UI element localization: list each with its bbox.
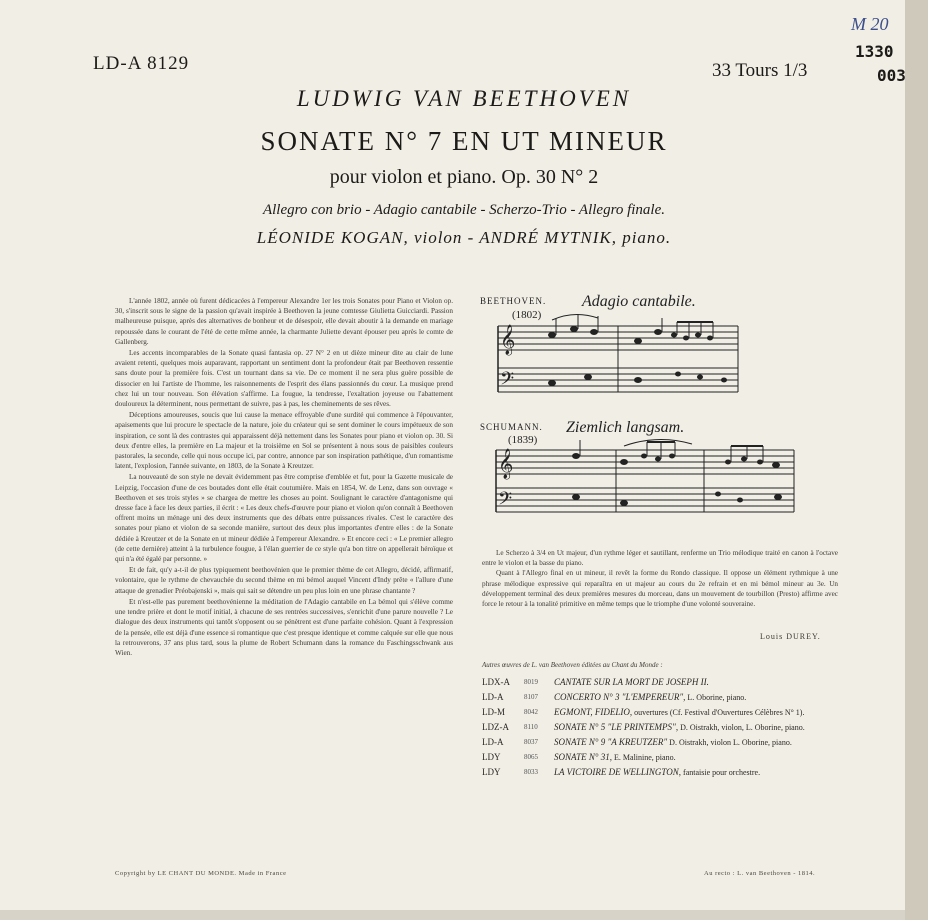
list-item: LD-A 8037 SONATE N° 9 "A KREUTZER" D. Oistrakh, violon L. Oborine, piano. bbox=[482, 737, 792, 747]
bass-clef-icon: 𝄢 bbox=[500, 368, 515, 393]
performers: LÉONIDE KOGAN, violon - ANDRÉ MYTNIK, piano. bbox=[256, 228, 672, 247]
liner-notes-left bbox=[115, 296, 453, 659]
music-year: (1802) bbox=[512, 309, 542, 321]
staff-upper bbox=[496, 450, 794, 474]
copyright-footer: Copyright by LE CHANT DU MONDE. Made in France bbox=[115, 870, 287, 877]
cover-credit-footer: Au recto : L. van Beethoven - 1814. bbox=[704, 870, 816, 877]
music-example-beethoven bbox=[478, 288, 850, 414]
staff-lower bbox=[496, 488, 794, 512]
paragraph: Et n'est-elle pas purement beethovénienne la méditation de l'Adagio cantabile en La bémol qui s'élève comme une tendre prière et dont le motif initial, à chacune de ses rentrées successives, s'enrichit d'une parure nouvelle ? Le dialogue des deux instruments qui tantôt s'opposent ou se pénètrent est d'une parfaite cohésion. Quant à l'expression de la pensée, elle est déjà d'une essence si romantique que c'est presque identique et comme calquée sur elle que nous la retrouverons, 37 ans plus tard, sous la plume de Robert Schumann dans la romance du Faschingsschwank aus Wien. bbox=[115, 597, 453, 657]
list-item: LD-M 8042 EGMONT, FIDELIO, ouvertures (Cf. Festival d'Ouvertures Célèbres N° 1). bbox=[482, 707, 805, 717]
paragraph: Les accents incomparables de la Sonate quasi fantasia op. 27 N° 2 en ut dièze mineur dite au clair de lune avaient retenti, quelques mois auparavant, rapportant un sentiment dont la profondeur était par Beethoven ressentie sans doute pour la première fois. C'est un tournant dans sa vie. De ce moment il ne sera plus guère possible de dissocier en lui l'artiste de l'homme, les raisonnements de l'esprit des élans passionnés du cœur. La musique prend chez lui un tour nouveau. Son élévation s'affirme. La fougue, la tendresse, l'exaltation joyeuse ou l'abattement douloureux la déterminent, nous permettant de suivre, pas à pas, les cheminements de ses rêves. bbox=[115, 349, 453, 409]
other-works-heading: Autres œuvres de L. van Beethoven éditées au Chant du Monde : bbox=[482, 661, 663, 669]
music-composer-label: SCHUMANN. bbox=[480, 422, 543, 432]
music-tempo-marking: Ziemlich langsam. bbox=[566, 419, 685, 436]
list-item: LDX-A 8019 CANTATE SUR LA MORT DE JOSEPH II. bbox=[482, 677, 709, 687]
liner-notes-right bbox=[482, 548, 838, 609]
work-title: SONATE N° 7 EN UT MINEUR bbox=[260, 126, 668, 156]
other-works-list bbox=[482, 677, 842, 782]
paragraph: La nouveauté de son style ne devait évidemment pas être comprise d'emblée et fut, pour la Gazette musicale de Leipzig, l'occasion d'une de ces boutades dont elle était coutumière. Mais en 1854, W. de Lenz, dans son ouvrage « Beethoven et ses trois styles » se chargea de mettre les choses au point. Soulignant le caractère d'antagonisme qui dresse face à face les deux parties, il écrit : « Les deux chefs-d'œuvre pour piano et violon qu'on connaît à Beethoven offrent moins un ménage uni des deux instruments que des débats entre puissances rivales. C'est le caractère des sonates pour piano et violon de sa seconde manière, surtout des deux plus importantes d'entre elles : de la Sonate dédiée à Kreutzer et de la Sonate en ut mineur dédiée à l'empereur Alexandre. » Et encore ceci : « Le premier allegro (de cette dernière) atteint à la turbulence fougue, à l'élan guerrier de ce style qu'a bon titre on appellerait héroïque et qui n'a été égalé par personne. » bbox=[115, 473, 453, 564]
bass-clef-icon: 𝄢 bbox=[498, 488, 513, 513]
list-item: LDY 8065 SONATE N° 31, E. Malinine, piano. bbox=[482, 752, 676, 762]
list-item: LD-A 8107 CONCERTO N° 3 "L'EMPEREUR", L. Oborine, piano. bbox=[482, 692, 747, 702]
music-notes bbox=[548, 326, 727, 386]
composer-name: LUDWIG VAN BEETHOVEN bbox=[296, 86, 632, 111]
music-tempo-marking: Adagio cantabile. bbox=[582, 293, 696, 310]
paragraph: L'année 1802, année où furent dédicacées à l'empereur Alexandre 1er les trois Sonates pour Piano et Violon op. 30, s'inscrit sous le signe de la passion qu'avait inspirée à Beethoven la jeune comtesse Giulietta Guicciardi. Passion malheureuse puisque, après des alternatives de bonheur et de désespoir, elle devait aboutir à la demande en mariage repoussée dans le courant de l'été de cette même année, la charmante Juliette devant épouser peu après le comte de Gallenberg. bbox=[115, 297, 453, 346]
music-year: (1839) bbox=[508, 434, 538, 446]
paragraph: Quant à l'Allegro final en ut mineur, il revêt la forme du Rondo classique. Il oppose un élément rythmique à une phrase mélodique expressive qui reparaîtra en ut majeur au cours du 2e refrain et en mi bémol mineur au 3e. Un développement terminal des deux premières mesures du morceau, dans un mouvement de tourbillon (Presto) affirme avec force le retour à la tonalité primitive en même temps que le triomphe d'une volonté souveraine. bbox=[482, 569, 838, 609]
music-composer-label: BEETHOVEN. bbox=[480, 296, 547, 306]
movements-list: Allegro con brio - Adagio cantabile - Scherzo-Trio - Allegro finale. bbox=[262, 202, 666, 218]
treble-clef-icon: 𝄞 bbox=[498, 449, 514, 478]
work-subtitle: pour violon et piano. Op. 30 N° 2 bbox=[329, 166, 599, 188]
music-example-schumann bbox=[478, 416, 850, 526]
stamp-side-number: 003 bbox=[877, 66, 906, 85]
paragraph: Et de fait, qu'y a-t-il de plus typiquement beethovénien que le premier thème de cet Allegro, décidé, affirmatif, volontaire, que le rythme de chevauchée du second thème en mi bémol auquel Vincent d'Indy prête « l'allure d'une attaque de grenadier Préobajenski », mais qui sait se détendre un peu plus loin en une phrase chantante ? bbox=[115, 566, 453, 595]
treble-clef-icon: 𝄞 bbox=[500, 325, 516, 354]
paragraph: Déceptions amoureuses, soucis que lui cause la menace effroyable d'une surdité qui commence à l'épouvanter, apaisements que lui procure le spectacle de la nature, joie du créateur qui se sent dominer le cours impétueux de son inspiration, ce sont là des contrastes qui apparaissent déjà nettement dans les Sonates pour piano et violon op. 30. Si deux d'entre elles, la première en La majeur et la troisième en Sol se présentent à nous sous de paisibles couleurs pastorales, la seconde, celle qui nous occupe ici, par contre, annonce par son inspiration pathétique, d'un romantisme latent, l'explosion, l'année suivante, en 1803, de la Sonate à Kreutzer. bbox=[115, 411, 453, 471]
stamp-number: 1330 bbox=[855, 42, 894, 61]
author-signature: Louis DUREY. bbox=[760, 632, 821, 641]
list-item: LDY 8033 LA VICTOIRE DE WELLINGTON, fantaisie pour orchestre. bbox=[482, 767, 761, 777]
paragraph: Le Scherzo à 3/4 en Ut majeur, d'un rythme léger et sautillant, renferme un Trio mélodique traité en canon à l'octave entre le violon et la basse du piano. bbox=[482, 549, 838, 568]
list-item: LDZ-A 8110 SONATE N° 5 "LE PRINTEMPS", D. Oistrakh, violon, L. Oborine, piano. bbox=[482, 722, 805, 732]
record-speed: 33 Tours 1/3 bbox=[712, 60, 808, 81]
handwritten-mark: M 20 bbox=[851, 14, 889, 34]
music-notes bbox=[572, 453, 782, 506]
catalog-number: LD-A 8129 bbox=[93, 53, 190, 74]
